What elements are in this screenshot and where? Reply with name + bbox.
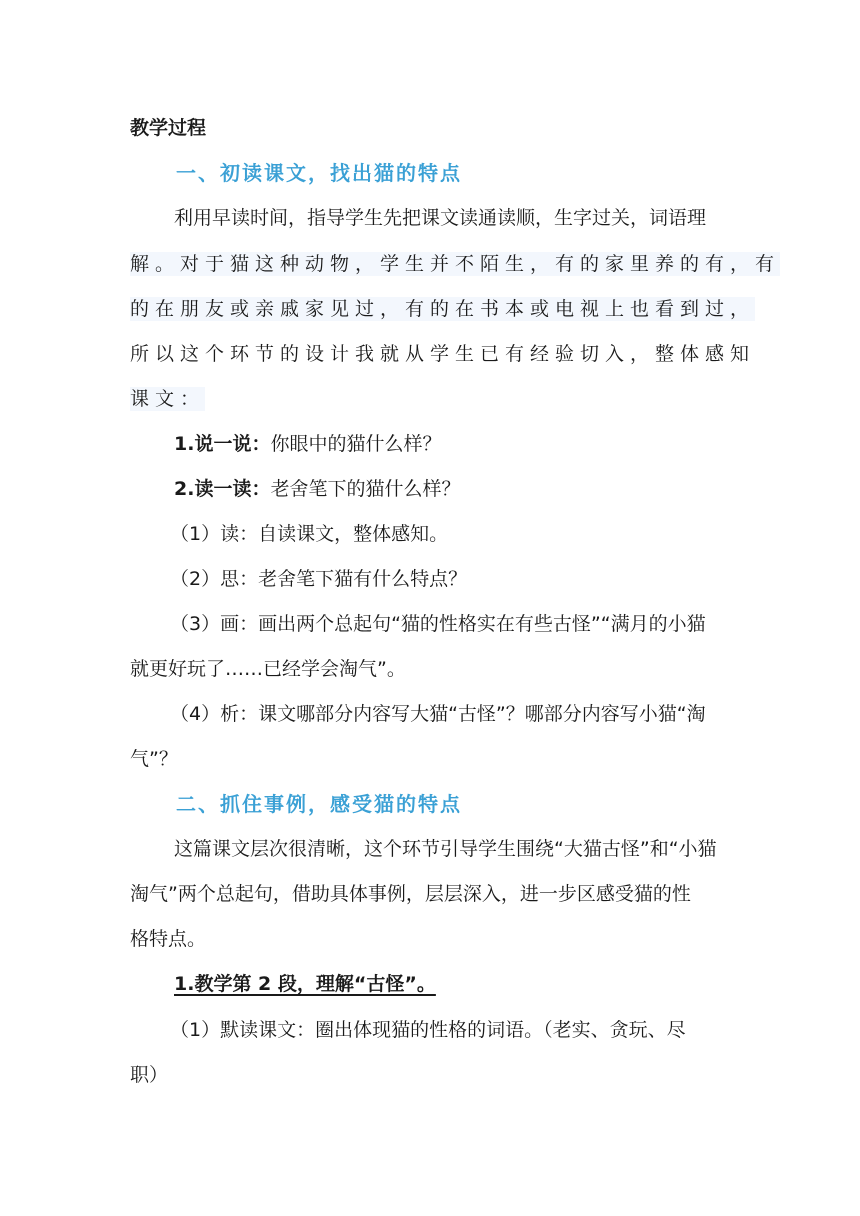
paragraph-line: 所以这个环节的设计我就从学生已有经验切入，整体感知 [130,343,756,365]
sub-item: （1）默读课文：圈出体现猫的性格的词语。（老实、贪玩、尽 [170,1019,686,1041]
list-item [174,432,441,456]
page-title: 教学过程 [130,117,207,139]
paragraph-line: 的在朋友或亲戚家见过，有的在书本或电视上也看到过， [130,298,756,320]
paragraph-line: 解。对于猫这种动物，学生并不陌生，有的家里养的有，有 [130,253,781,275]
paragraph-line: 格特点。 [130,928,207,950]
paragraph-line: 课文： [130,388,206,410]
section-heading-2: 二、抓住事例，感受猫的特点 [176,792,462,816]
list-item-label: 1.说一说： [174,433,271,455]
sub-item: 气”？ [130,748,178,770]
list-item-text: 你眼中的猫什么样？ [270,433,442,455]
sub-item: 职） [130,1064,169,1086]
list-item: 1.教学第 2 段，理解“古怪”。 [174,973,436,995]
sub-item: （2）思：老舍笔下猫有什么特点？ [170,568,468,590]
sub-item: （1）读：自读课文，整体感知。 [170,523,449,545]
paragraph-line: 淘气”两个总起句，借助具体事例，层层深入，进一步区感受猫的性 [130,883,691,905]
paragraph-line: 利用早读时间，指导学生先把课文读通读顺，生字过关，词语理 [174,207,707,229]
section-heading-1: 一、初读课文，找出猫的特点 [176,161,462,185]
list-item-text: 老舍笔下的猫什么样？ [270,478,461,500]
paragraph-line: 这篇课文层次很清晰，这个环节引导学生围绕“大猫古怪”和“小猫 [174,838,717,860]
sub-item: （3）画：画出两个总起句“猫的性格实在有些古怪”“满月的小猫 [170,613,706,635]
sub-item: （4）析：课文哪部分内容写大猫“古怪”？哪部分内容写小猫“淘 [170,703,706,725]
list-item-label: 2.读一读： [174,478,271,500]
sub-item: 就更好玩了……已经学会淘气”。 [130,658,406,680]
list-item [174,477,460,501]
